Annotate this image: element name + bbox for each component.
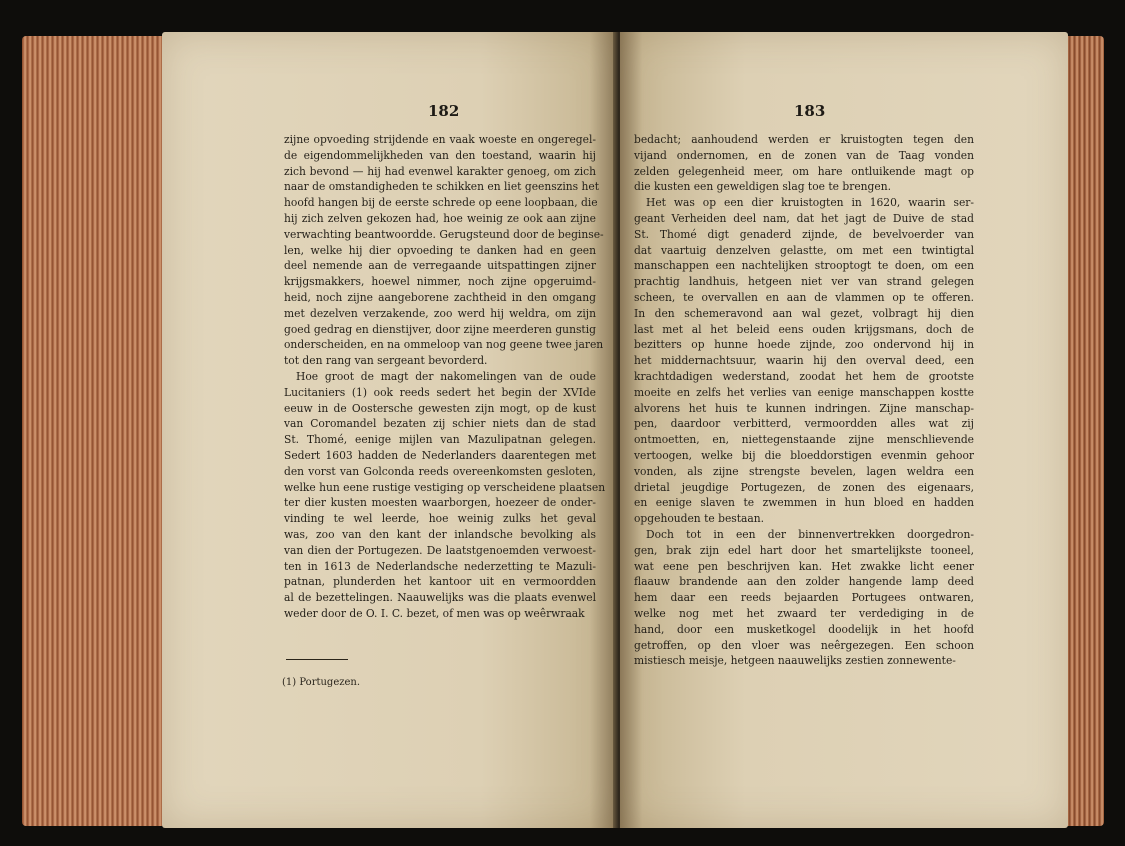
text-line: flaauw brandende aan den zolder hangende lamp deed — [634, 575, 974, 589]
text-line: hoofd hangen bij de eerste schrede op eene loopbaan, die — [284, 196, 598, 210]
text-line: heid, noch zijne aangeborene zachtheid in den omgang — [284, 290, 596, 304]
text-line: ontmoetten, en, niettegenstaande zijne menschlievende — [634, 433, 974, 447]
text-line: vertoogen, welke bij die bloeddorstigen evenmin gehoor — [634, 448, 974, 462]
text-line: het middernachtsuur, waarin hij den overval deed, een — [634, 354, 974, 368]
text-line: gen, brak zijn edel hart door het smartelijkste tooneel, — [634, 543, 974, 557]
text-line: St. Thomé digt genaderd zijnde, de bevelvoerder van — [634, 227, 974, 241]
text-line: tot den rang van sergeant bevorderd. — [284, 354, 488, 368]
text-line: van Coromandel bezaten zij schier niets dan de stad — [284, 417, 596, 431]
text-line: al de bezettelingen. Naauwelijks was die plaats evenwel — [284, 591, 596, 605]
text-line: deel nemende aan de verregaande uitspattingen zijner — [284, 259, 596, 273]
text-line: Lucitaniers (1) ook reeds sedert het begin der XVIde — [284, 385, 596, 399]
footnote-divider — [286, 659, 348, 660]
text-line: en eenige slaven te zwemmen in hun bloed en hadden — [634, 496, 974, 510]
text-line: zich bevond — hij had evenwel karakter genoeg, om zich — [284, 164, 596, 178]
text-line: bedacht; aanhoudend werden er kruistogten tegen den — [634, 133, 974, 146]
text-line: last met al het beleid eens ouden krijgsmans, doch de — [634, 322, 974, 336]
text-line: prachtig landhuis, hetgeen niet ver van strand gelegen — [634, 275, 974, 289]
open-book — [12, 14, 1114, 832]
text-line: wat eene pen beschrijven kan. Het zwakke licht eener — [634, 559, 974, 573]
text-line: patnan, plunderden het kantoor uit en vermoordden — [284, 575, 596, 589]
text-line: geant Verheiden deel nam, dat het jagt de Duive de stad — [634, 211, 974, 225]
text-line: Het was op een dier kruistogten in 1620, waarin ser- — [646, 196, 974, 210]
text-line: zelden gelegenheid meer, om hare ontluikende magt op — [634, 164, 974, 178]
text-line: vijand ondernomen, en de zonen van de Taag vonden — [634, 148, 974, 162]
text-line: dat vaartuig denzelven gelastte, om met een twintigtal — [634, 243, 974, 257]
text-line: krachtdadigen wederstand, zoodat het hem de grootste — [634, 369, 974, 383]
footnote: (1) Portugezen. — [282, 677, 361, 688]
text-line: len, welke hij dier opvoeding te danken had en geen — [284, 243, 596, 257]
text-line: van dien der Portugezen. De laatstgenoemden verwoest- — [284, 543, 596, 557]
text-line: Doch tot in een der binnenvertrekken doorgedron- — [646, 527, 974, 541]
text-line: moeite en zelfs het verlies van eenige manschappen kostte — [634, 385, 974, 399]
right-page — [620, 32, 1068, 828]
text-line: weder door de O. I. C. bezet, of men was op weêrwraak — [284, 606, 585, 620]
text-line: scheen, te overvallen en aan de vlammen op te offeren. — [634, 290, 974, 304]
left-page-body — [284, 132, 606, 622]
text-line: die kusten een geweldigen slag toe te brengen. — [634, 180, 892, 194]
text-line: ter dier kusten moesten waarborgen, hoezeer de onder- — [284, 496, 596, 510]
text-line: den vorst van Golconda reeds overeenkomsten gesloten, — [284, 464, 596, 478]
text-line: hem daar een reeds bejaarden Portugees ontwaren, — [634, 591, 974, 605]
text-line: In den schemeravond aan wal gezet, volbragt hij dien — [634, 306, 974, 320]
text-line: goed gedrag en dienstijver, door zijne meerderen gunstig — [284, 322, 596, 336]
text-line: alvorens het huis te kunnen indringen. Zijne manschap- — [634, 401, 974, 415]
text-line: onderscheiden, en na ommeloop van nog geene twee jaren — [284, 338, 604, 352]
text-line: met dezelven verzakende, zoo werd hij weldra, om zijn — [284, 306, 596, 320]
text-line: Sedert 1603 hadden de Nederlanders daarentegen met — [284, 448, 596, 462]
left-page-edges — [22, 36, 162, 826]
text-line: ten in 1613 de Nederlandsche nederzetting te Mazuli- — [284, 559, 596, 573]
text-line: Hoe groot de magt der nakomelingen van de oude — [296, 369, 596, 383]
text-line: hij zich zelven gekozen had, hoe weinig ze ook aan zijne — [284, 211, 596, 225]
text-line: getroffen, op den vloer was neêrgezegen. Een schoon — [634, 638, 974, 652]
text-line: welke nog met het zwaard ter verdediging in de — [634, 606, 974, 620]
text-line: vinding te wel leerde, hoe weinig zulks het geval — [284, 512, 596, 526]
text-line: bezitters op hunne hoede zijnde, zoo ondervond hij in — [634, 338, 974, 352]
text-line: zijne opvoeding strijdende en vaak woeste en ongeregel- — [284, 133, 596, 146]
text-line: St. Thomé, eenige mijlen van Mazulipatnan gelegen. — [284, 433, 596, 447]
text-line: de eigendommelijkheden van den toestand, waarin hij — [284, 148, 596, 162]
text-line: hand, door een musketkogel doodelijk in het hoofd — [634, 622, 974, 636]
text-line: krijgsmakkers, hoewel nimmer, noch zijne opgeruimd- — [284, 275, 596, 289]
text-line: vonden, als zijne strengste bevelen, lagen weldra een — [634, 464, 974, 478]
text-line: welke hun eene rustige vestiging op verscheidene plaatsen — [284, 480, 606, 494]
text-line: opgehouden te bestaan. — [634, 512, 765, 526]
text-line: verwachting beantwoordde. Gerugsteund door de beginse- — [284, 227, 604, 241]
left-page — [162, 32, 617, 828]
page-number-right: 183 — [794, 102, 826, 120]
text-line: manschappen een nachtelijken strooptogt te doen, om een — [634, 259, 974, 273]
text-line: was, zoo van den kant der inlandsche bevolking als — [284, 527, 596, 541]
text-line: pen, daardoor verbitterd, vermoordden alles wat zij — [634, 417, 974, 431]
text-line: drietal jeugdige Portugezen, de zonen des eigenaars, — [634, 480, 974, 494]
right-page-body — [634, 132, 974, 669]
text-line: naar de omstandigheden te schikken en liet geenszins het — [284, 180, 600, 194]
text-line: mistiesch meisje, hetgeen naauwelijks zestien zonnewente- — [634, 654, 956, 668]
page-number-left: 182 — [428, 102, 460, 120]
text-line: eeuw in de Oostersche gewesten zijn mogt, op de kust — [284, 401, 596, 415]
